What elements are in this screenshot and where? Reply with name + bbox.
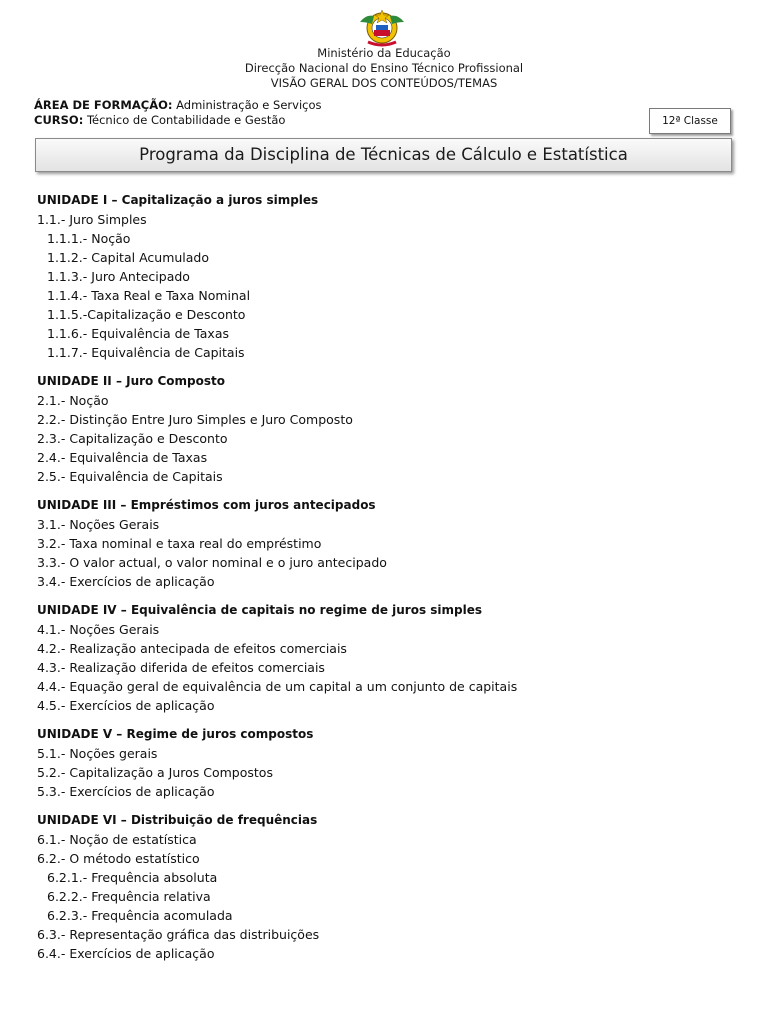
syllabus-item: 5.1.- Noções gerais	[37, 746, 158, 761]
syllabus-unit	[37, 372, 737, 486]
syllabus-item: 2.3.- Capitalização e Desconto	[37, 431, 228, 446]
page-title: Programa da Disciplina de Técnicas de Cálculo e Estatística	[35, 138, 732, 172]
syllabus-item: 3.1.- Noções Gerais	[37, 517, 160, 532]
syllabus-item: 2.4.- Equivalência de Taxas	[37, 450, 208, 465]
class-badge: 12ª Classe	[649, 108, 731, 134]
course-value: Técnico de Contabilidade e Gestão	[86, 113, 286, 127]
syllabus-subitem: 1.1.2.- Capital Acumulado	[47, 250, 210, 265]
course-info	[34, 98, 322, 128]
syllabus-subitem: 1.1.4.- Taxa Real e Taxa Nominal	[47, 288, 251, 303]
syllabus-subitem: 6.2.2.- Frequência relativa	[47, 889, 211, 904]
syllabus-subitem: 1.1.1.- Noção	[47, 231, 131, 246]
unit-title: UNIDADE VI – Distribuição de frequências	[37, 813, 318, 827]
syllabus-item: 6.1.- Noção de estatística	[37, 832, 197, 847]
syllabus-item: 1.1.- Juro Simples	[37, 212, 147, 227]
syllabus-item: 6.3.- Representação gráfica das distribuições	[37, 927, 320, 942]
syllabus-item: 2.2.- Distinção Entre Juro Simples e Juro Composto	[37, 412, 353, 427]
syllabus-subitem: 6.2.1.- Frequência absoluta	[47, 870, 218, 885]
unit-title: UNIDADE V – Regime de juros compostos	[37, 727, 314, 741]
syllabus-subitem: 1.1.3.- Juro Antecipado	[47, 269, 190, 284]
syllabus-item: 4.1.- Noções Gerais	[37, 622, 160, 637]
syllabus-content	[37, 191, 737, 973]
syllabus-item: 3.2.- Taxa nominal e taxa real do empréstimo	[37, 536, 322, 551]
syllabus-unit	[37, 496, 737, 591]
syllabus-unit	[37, 725, 737, 801]
syllabus-unit	[37, 191, 737, 362]
syllabus-unit	[37, 811, 737, 963]
syllabus-item: 2.5.- Equivalência de Capitais	[37, 469, 223, 484]
syllabus-item: 4.4.- Equação geral de equivalência de um capital a um conjunto de capitais	[37, 679, 518, 694]
syllabus-subitem: 1.1.6.- Equivalência de Taxas	[47, 326, 230, 341]
syllabus-item: 2.1.- Noção	[37, 393, 109, 408]
unit-title: UNIDADE II – Juro Composto	[37, 374, 225, 388]
syllabus-item: 6.4.- Exercícios de aplicação	[37, 946, 215, 961]
syllabus-item: 3.4.- Exercícios de aplicação	[37, 574, 215, 589]
angola-coat-of-arms-icon	[356, 8, 408, 48]
syllabus-item: 6.2.- O método estatístico	[37, 851, 200, 866]
syllabus-item: 4.2.- Realização antecipada de efeitos comerciais	[37, 641, 347, 656]
syllabus-subitem: 6.2.3.- Frequência acomulada	[47, 908, 233, 923]
syllabus-item: 3.3.- O valor actual, o valor nominal e o juro antecipado	[37, 555, 387, 570]
unit-title: UNIDADE III – Empréstimos com juros antecipados	[37, 498, 376, 512]
area-label: ÁREA DE FORMAÇÃO:	[34, 98, 173, 112]
syllabus-item: 5.2.- Capitalização a Juros Compostos	[37, 765, 273, 780]
area-value: Administração e Serviços	[176, 98, 322, 112]
syllabus-subitem: 1.1.7.- Equivalência de Capitais	[47, 345, 245, 360]
unit-title: UNIDADE I – Capitalização a juros simples	[37, 193, 319, 207]
unit-title: UNIDADE IV – Equivalência de capitais no regime de juros simples	[37, 603, 483, 617]
syllabus-subitem: 1.1.5.-Capitalização e Desconto	[47, 307, 246, 322]
syllabus-item: 4.3.- Realização diferida de efeitos comerciais	[37, 660, 325, 675]
course-label: CURSO:	[34, 113, 84, 127]
document-header	[0, 46, 768, 91]
directorate-name: Direcção Nacional do Ensino Técnico Profissional	[244, 61, 524, 75]
ministry-name: Ministério da Educação	[317, 46, 451, 60]
overview-title: VISÃO GERAL DOS CONTEÚDOS/TEMAS	[270, 76, 498, 90]
syllabus-item: 4.5.- Exercícios de aplicação	[37, 698, 215, 713]
course-line	[34, 113, 322, 128]
area-line	[34, 98, 322, 113]
syllabus-unit	[37, 601, 737, 715]
syllabus-item: 5.3.- Exercícios de aplicação	[37, 784, 215, 799]
